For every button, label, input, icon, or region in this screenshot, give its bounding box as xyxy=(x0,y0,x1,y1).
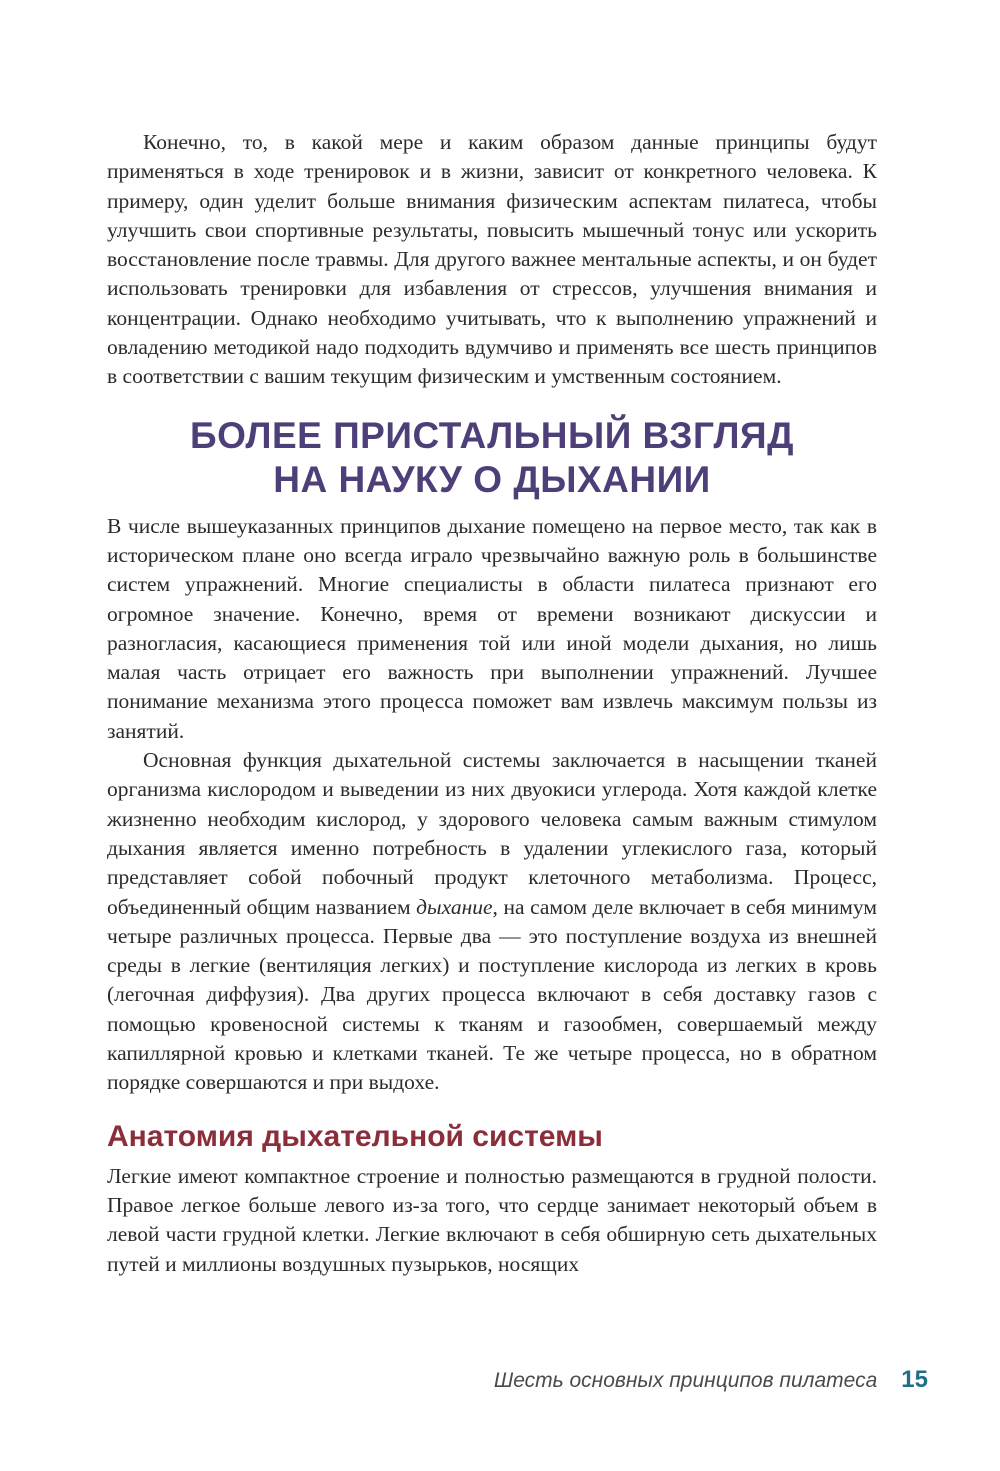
paragraph-breathing-2-part1: Основная функция дыхательной системы заключается в насыщении тканей организма кислородом и выведении из них двуокиси углерода. Хотя каждой клетке жизненно необходим кислород, у здорового человека самым важным стимулом дыхания является именно потребность в удалении углекислого газа, который представляет собой побочный продукт клеточного метаболизма. Процесс, объединенный общим названием xyxy=(107,748,877,919)
main-heading xyxy=(107,414,877,502)
term-breathing: дыхание xyxy=(416,894,493,919)
subheading-anatomy: Анатомия дыхательной системы xyxy=(107,1119,603,1153)
main-heading-line2: НА НАУКУ О ДЫХАНИИ xyxy=(273,458,711,500)
paragraph-breathing-2-part2: , на самом деле включает в себя минимум четыре различных процесса. Первые два — это поступление воздуха из внешней среды в легкие (вентиляция легких) и поступление кислорода из легких в кровь (легочная диффузия). Два других процесса включают в себя доставку газов с помощью кровеносной системы к тканям и газообмен, совершаемый между капиллярной кровью и клетками тканей. Те же четыре процесса, но в обратном порядке совершаются и при выдохе. xyxy=(107,894,877,1095)
running-footer-title: Шесть основных принципов пилатеса xyxy=(493,1369,878,1392)
page-content xyxy=(107,128,877,1279)
paragraph-anatomy-1: Легкие имеют компактное строение и полностью размещаются в грудной полости. Правое легкое больше левого из-за того, что сердце занимает некоторый объем в левой части грудной клетки. Легкие включают в себя обширную сеть дыхательных путей и миллионы воздушных пузырьков, носящих xyxy=(107,1163,877,1276)
paragraph-breathing-1: В числе вышеуказанных принципов дыхание помещено на первое место, так как в историческом плане оно всегда играло чрезвычайно важную роль в большинстве систем упражнений. Многие специалисты в области пилатеса признают его огромное значение. Конечно, время от времени возникают дискуссии и разногласия, касающиеся применения той или иной модели дыхания, но лишь малая часть отрицает его важность при выполнении упражнений. Лучшее понимание механизма этого процесса поможет вам извлечь максимум пользы из занятий. xyxy=(107,513,877,743)
page-footer xyxy=(494,1366,928,1394)
page-number: 15 xyxy=(901,1366,928,1393)
paragraph-breathing-2 xyxy=(107,746,877,1098)
main-heading-line1: БОЛЕЕ ПРИСТАЛЬНЫЙ ВЗГЛЯД xyxy=(190,414,794,456)
paragraph-intro: Конечно, то, в какой мере и каким образом данные принципы будут применяться в ходе тренировок и в жизни, зависит от конкретного человека. К примеру, один уделит больше внимания физическим аспектам пилатеса, чтобы улучшить свои спортивные результаты, повысить мышечный тонус или ускорить восстановление после травмы. Для другого важнее ментальные аспекты, и он будет использовать тренировки для избавления от стрессов, улучшения внимания и концентрации. Однако необходимо учитывать, что к выполнению упражнений и овладению методикой надо подходить вдумчиво и применять все шесть принципов в соответствии с вашим текущим физическим и умственным состоянием. xyxy=(107,130,877,389)
